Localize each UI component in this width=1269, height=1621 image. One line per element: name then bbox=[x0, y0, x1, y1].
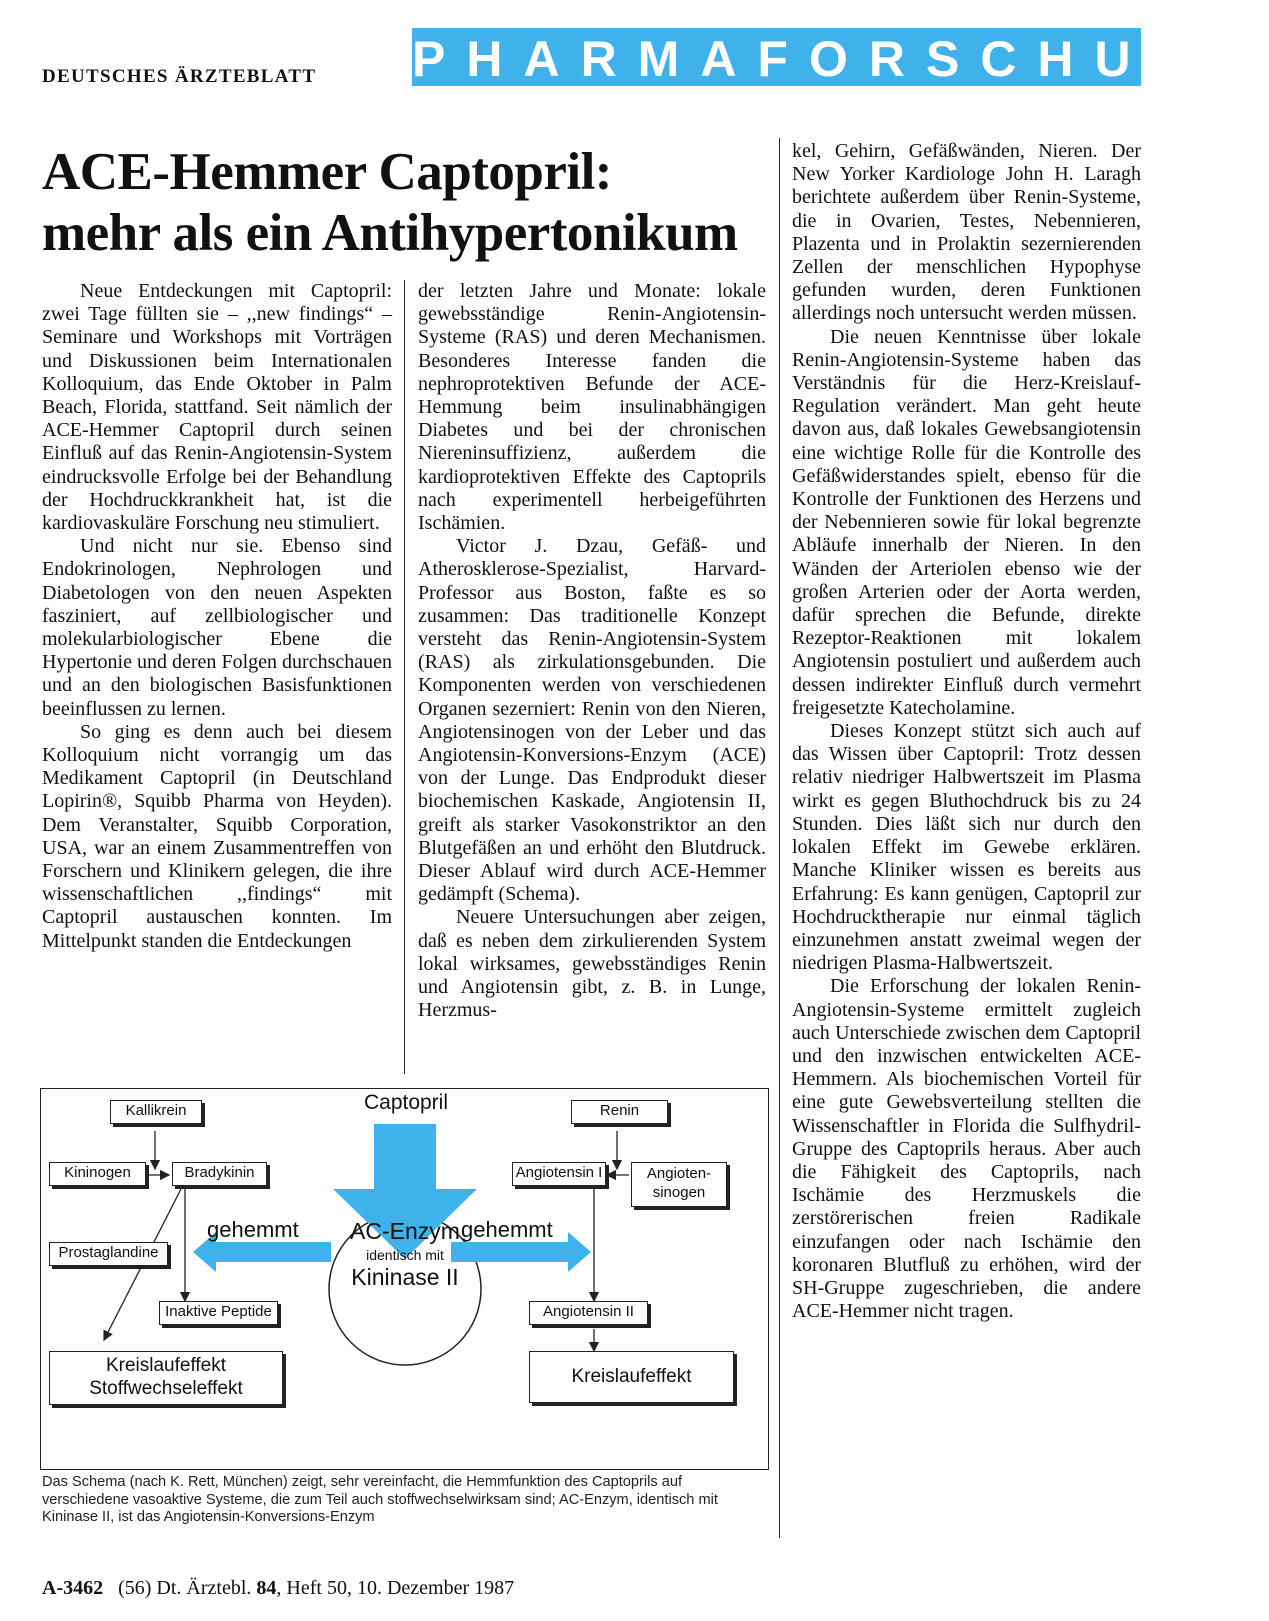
section-banner bbox=[412, 28, 1269, 87]
renin-box: Renin bbox=[571, 1100, 668, 1124]
angiotensinogen-line-1: Angioten- bbox=[646, 1165, 712, 1182]
paragraph: Neuere Untersuchungen aber zeigen, daß es neben dem zirkulierenden System lokal wirksames, gewebsständiges Renin und Angiotensin gibt, z. B. in Lunge, Herzmus- bbox=[418, 906, 766, 1022]
paragraph: Dieses Konzept stützt sich auch auf das Wissen über Captopril: Trotz dessen relativ niedriger Halbwertszeit im Plasma wirkt es gegen Bluthochdruck bis zu 24 Stunden. Dies läßt sich nur durch den lokalen Effekt im Gewebe erklären. Manche Kliniker wissen es bereits aus Erfahrung: Es kann genügen, Captopril zur Hochdrucktherapie nur einmal täglich einzunehmen anstatt zweimal wegen der niedrigen Plasma-Halbwertszeit. bbox=[792, 720, 1141, 975]
headline-line-2: mehr als ein Antihypertonikum bbox=[42, 204, 738, 262]
angiotensin1-box: Angiotensin I bbox=[512, 1162, 606, 1186]
text-column-2 bbox=[418, 280, 766, 1023]
schema-diagram bbox=[40, 1088, 769, 1470]
angiotensinogen-box bbox=[631, 1162, 727, 1207]
bradykinin-box: Bradykinin bbox=[172, 1162, 267, 1186]
paragraph: der letzten Jahre und Monate: lokale gewebsständige Renin-Angiotensin-Systeme (RAS) und deren Mechanismen. Besonderes Interesse fanden die nephroprotektiven Befunde der ACE-Hemmung beim insulinabhängigen Diabetes und bei der chronischen Niereninsuffizienz, außerdem die kardioprotektiven Effekte des Captoprils nach experimentell herbeigeführten Ischämien. bbox=[418, 280, 766, 535]
kreislauf-left-line-2: Stoffwechseleffekt bbox=[89, 1378, 243, 1399]
citation-issue: , Heft 50, 10. Dezember 1987 bbox=[276, 1577, 515, 1599]
headline bbox=[42, 142, 762, 264]
captopril-label: Captopril bbox=[363, 1091, 449, 1114]
page-number: A-3462 bbox=[42, 1577, 104, 1599]
kreislauf-left-box bbox=[49, 1351, 283, 1405]
citation-text: (56) Dt. Ärztebl. bbox=[118, 1577, 257, 1599]
gehemmt-left-label: gehemmt bbox=[207, 1217, 299, 1242]
kallikrein-box: Kallikrein bbox=[110, 1100, 202, 1124]
kreislauf-right-box: Kreislaufeffekt bbox=[529, 1351, 734, 1403]
page-footer bbox=[42, 1577, 514, 1600]
enzyme-label: AC-Enzym bbox=[350, 1218, 460, 1244]
paragraph: kel, Gehirn, Gefäßwänden, Nieren. Der New Yorker Kardiologe John H. Laragh berichtete außerdem über Renin-Systeme, die in Ovarien, Testes, Nebennieren, Plazenta und in Prolaktin sezernierenden Zellen der menschlichen Hypophyse gefunden wurden, deren Funktionen allerdings noch untersucht werden müssen. bbox=[792, 140, 1141, 325]
identisch-label: identisch mit bbox=[366, 1247, 444, 1263]
kininase-label: Kininase II bbox=[351, 1264, 459, 1290]
paragraph: Und nicht nur sie. Ebenso sind Endokrinologen, Nephrologen und Diabetologen von den neuen Aspekten fasziniert, auf zellbiologischer und molekularbiologischer Ebene die Hypertonie und deren Folgen durchschauen und an den biologischen Basisfunktionen beeinflussen zu lernen. bbox=[42, 535, 392, 720]
angiotensin2-box: Angiotensin II bbox=[529, 1301, 648, 1325]
column-rule bbox=[404, 280, 405, 1074]
angiotensinogen-line-2: sinogen bbox=[652, 1184, 706, 1201]
headline-line-1: ACE-Hemmer Captopril: bbox=[42, 143, 612, 201]
prostaglandine-box: Prostaglandine bbox=[49, 1242, 168, 1266]
gehemmt-right-label: gehemmt bbox=[461, 1217, 553, 1242]
section-title: PHARMAFORSCHUNG bbox=[412, 31, 1269, 87]
kreislauf-left-line-1: Kreislaufeffekt bbox=[105, 1355, 227, 1376]
text-column-1 bbox=[42, 280, 392, 953]
figure-caption: Das Schema (nach K. Rett, München) zeigt, sehr vereinfacht, die Hemmfunktion des Captoprils auf verschiedene vasoaktive Systeme, die zum Teil auch stoffwechselwirksam sind; AC-Enzym, identisch mit Kininase II, ist das Angiotensin-Konversions-Enzym bbox=[42, 1474, 718, 1525]
inaktive-peptide-box: Inaktive Peptide bbox=[159, 1301, 278, 1325]
paragraph: Neue Entdeckungen mit Captopril: zwei Tage füllten sie – ,,new findings“ – Seminare und Workshops mit Vorträgen und Diskussionen beim Internationalen Kolloquium, das Ende Oktober in Palm Beach, Florida, stattfand. Seit nämlich der ACE-Hemmer Captopril durch seinen Einfluß auf das Renin-Angiotensin-System eindrucksvolle Erfolge bei der Behandlung der Hochdruckkrankheit hat, ist die kardiovaskuläre Forschung neu stimuliert. bbox=[42, 280, 392, 535]
paragraph: So ging es denn auch bei diesem Kolloquium nicht vorrangig um das Medikament Captopril (in Deutschland Lopirin®, Squibb Pharma von Heyden). Dem Veranstalter, Squibb Corporation, USA, war an einem Zusammentreffen von Forschern und Klinikern gelegen, die ihre wissenschaftlichen ,,findings“ mit Captopril austauschen konnten. Im Mittelpunkt standen die Entdeckungen bbox=[42, 720, 392, 952]
citation-volume: 84 bbox=[256, 1577, 277, 1599]
paragraph: Die Erforschung der lokalen Renin-Angiotensin-Systeme ermittelt zugleich auch Unterschiede zwischen dem Captopril und den inzwischen entwickelten ACE-Hemmern. Als biochemischen Vorteil für eine gute Gewebsverteilung stellten die Wissenschaftler in Florida die Sulfhydril-Gruppe des Captoprils heraus. Aber auch die Fähigkeit des Captoprils, nach Ischämie des Herzmuskels die zerstörerischen freien Radikale einzufangen oder nach Ischämie den koronaren Blutfluß zu erhöhen, wird der SH-Gruppe zugeschrieben, die andere ACE-Hemmer nicht tragen. bbox=[792, 975, 1141, 1323]
text-column-3 bbox=[792, 140, 1141, 1323]
journal-name: DEUTSCHES ÄRZTEBLATT bbox=[42, 66, 317, 87]
kininogen-box: Kininogen bbox=[49, 1162, 146, 1186]
paragraph: Die neuen Kenntnisse über lokale Renin-Angiotensin-Systeme haben das Verständnis für die Herz-Kreislauf-Regulation verändert. Man geht heute davon aus, daß lokales Gewebsangiotensin eine wichtige Rolle für die Kontrolle des Gefäßwiderstandes spielt, ebenso für die Kontrolle der Funktionen des Herzens und der Nebennieren sowie für lokal begrenzte Abläufe innerhalb der Nieren. In den Wänden der Arteriolen ebenso wie der großen Arterien oder der Aorta werden, dafür sprechen die Befunde, direkte Rezeptor-Reaktionen mit lokalem Angiotensin postuliert und außerdem auch dessen indirekter Einfluß durch vermehrt freigesetzte Katecholamine. bbox=[792, 325, 1141, 719]
paragraph: Victor J. Dzau, Gefäß- und Atherosklerose-Spezialist, Harvard-Professor aus Boston, faßte es so zusammen: Das traditionelle Konzept versteht das Renin-Angiotensin-System (RAS) als zirkulationsgebunden. Die Komponenten werden von verschiedenen Organen sezerniert: Renin von den Nieren, Angiotensinogen von der Leber und das Angiotensin-Konversions-Enzym (ACE) von der Lunge. Das Endprodukt dieser biochemischen Kaskade, Angiotensin II, greift als starker Vasokonstriktor an den Blutgefäßen an und erhöht den Blutdruck. Dieser Ablauf wird durch ACE-Hemmer gedämpft (Schema). bbox=[418, 535, 766, 906]
column-rule bbox=[779, 138, 780, 1538]
